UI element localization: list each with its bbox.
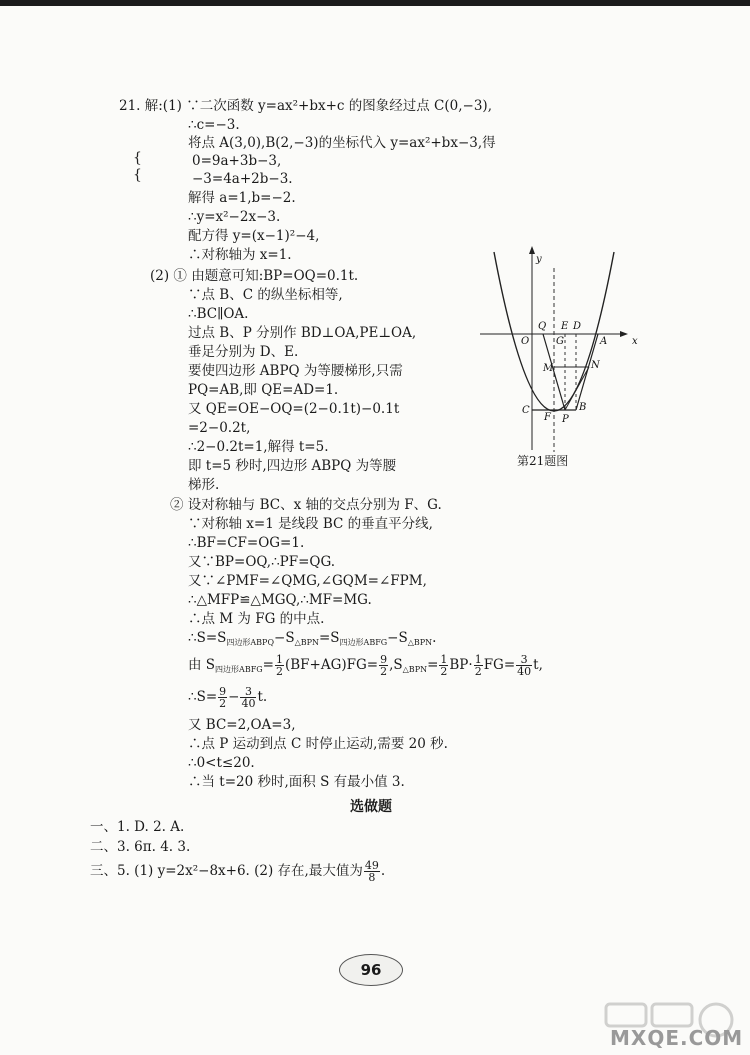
system-equation-1: 0=9a+3b−3, [192,153,282,169]
parabola-figure [480,240,660,455]
label-P: P [562,414,569,425]
part2-1-line5: 垂足分别为 D、E. [188,344,299,360]
line-substitute: 将点 A(3,0),B(2,−3)的坐标代入 y=ax²+bx−3,得 [188,135,496,151]
fraction-three-fortieths: $\frac{3}{40}$ [517,653,532,678]
label-N: N [591,360,600,371]
part2-2-line12: ∴点 P 运动到点 C 时停止运动,需要 20 秒. [188,736,448,752]
label-D: D [573,321,582,332]
y-axis-arrow [529,246,535,254]
fraction-three-fortieths-2: $\frac{3}{40}$ [241,685,256,710]
fraction-nine-half: $\frac{9}{2}$ [380,653,388,678]
label-O: O [521,336,530,347]
part2-1-line7: PQ=AB,即 QE=AD=1. [188,382,339,398]
label-x: x [632,336,638,347]
part2-1-line8: 又 QE=OE−OQ=(2−0.1t)−0.1t [188,401,400,417]
optional-heading: 选做题 [350,799,392,815]
equation-system-brace: { { [133,150,142,183]
figure-caption: 第21题图 [517,454,569,468]
part2-1-line10: ∴2−0.2t=1,解得 t=5. [188,439,329,455]
label-y: y [536,254,542,265]
line-solve: 解得 a=1,b=−2. [188,190,296,206]
part2-2-line3: ∴BF=CF=OG=1. [188,535,305,551]
watermark-text: MXQE.COM [610,1026,744,1050]
segment-AB [576,334,598,410]
part2-2-line4: 又∵BP=OQ,∴PF=QG. [188,554,336,570]
label-E: E [561,321,569,332]
label-A: A [600,336,608,347]
optional-row-1: 一、1. D. 2. A. [90,819,185,835]
line-c-value: ∴c=−3. [188,117,240,133]
part2-1-line4: 过点 B、P 分别作 BD⊥OA,PE⊥OA, [188,325,417,341]
part2-1-line9: =2−0.2t, [188,420,251,436]
part2-2-line14: ∴当 t=20 秒时,面积 S 有最小值 3. [188,774,405,790]
label-B: B [579,402,587,413]
line-complete-square: 配方得 y=(x−1)²−4, [188,228,320,244]
fraction-49-8: $\frac{49}{8}$ [364,859,379,884]
optional-row-3: 三、5. (1) y=2x²−8x+6. (2) 存在,最大值为 $\frac{49}{8}$ . [90,859,386,884]
x-axis-arrow [620,331,628,337]
fraction-one-half-2: $\frac{1}{2}$ [440,653,448,678]
label-M: M [543,363,554,374]
part2-2-line6: ∴△MFP≌△MGQ,∴MF=MG. [188,592,372,608]
area-expression-line: $\therefore S=S_{四边形ABPQ}-S_{\triangle BPN}=S_{四边形ABFG}-S_{\triangle BPN}$. [188,630,437,647]
part2-1-line12: 梯形. [188,477,220,493]
part2-1-line3: ∴BC∥OA. [188,306,249,322]
scan-top-border [0,0,750,6]
part2-2-line5: 又∵∠PMF=∠QMG,∠GQM=∠FPM, [188,573,427,589]
part2-1-line11: 即 t=5 秒时,四边形 ABPQ 为等腰 [188,458,397,474]
line-axis: ∴对称轴为 x=1. [188,247,292,263]
fraction-one-half-3: $\frac{1}{2}$ [474,653,482,678]
line-function: ∴y=x²−2x−3. [188,209,281,225]
part2-2-line2: ∵对称轴 x=1 是线段 BC 的垂直平分线, [188,516,433,532]
fraction-nine-half-2: $\frac{9}{2}$ [219,685,227,710]
part2-1-line6: 要使四边形 ABPQ 为等腰梯形,只需 [188,363,403,379]
label-Q: Q [538,321,547,332]
page-number-badge [339,954,403,986]
area-result-line: ∴S= $\frac{9}{2}$ − $\frac{3}{40}$ t. [188,685,268,710]
part2-1-line2: ∵点 B、C 的纵坐标相等, [188,287,343,303]
area-fraction-line: 由 $S_{四边形ABFG}=$ $\frac{1}{2}$ (BF+AG)FG= $\frac{9}{2}$ $,S_{\triangle BPN}=$ $\frac{1}{2}$ BP· $\frac{1}{2}$ FG= $\frac{3}{40}$ t, [188,653,543,678]
system-equation-2: −3=4a+2b−3. [192,171,293,187]
q21-heading: 21. 解:(1) ∵二次函数 y=ax²+bx+c 的图象经过点 C(0,−3), [119,98,492,114]
label-G: G [556,336,564,347]
page-number: 96 [360,961,382,979]
part2-2-line7: ∴点 M 为 FG 的中点. [188,611,325,627]
label-C: C [522,405,530,416]
part2-2-line1: ② 设对称轴与 BC、x 轴的交点分别为 F、G. [170,497,442,513]
part2-1-line1: (2) ① 由题意可知:BP=OQ=0.1t. [150,268,359,284]
optional-row-2: 二、3. 6π. 4. 3. [90,839,191,855]
part2-2-line11: 又 BC=2,OA=3, [188,717,296,733]
label-F: F [544,412,551,423]
part2-2-line13: ∴0<t≤20. [188,755,255,771]
fraction-one-half: $\frac{1}{2}$ [275,653,283,678]
